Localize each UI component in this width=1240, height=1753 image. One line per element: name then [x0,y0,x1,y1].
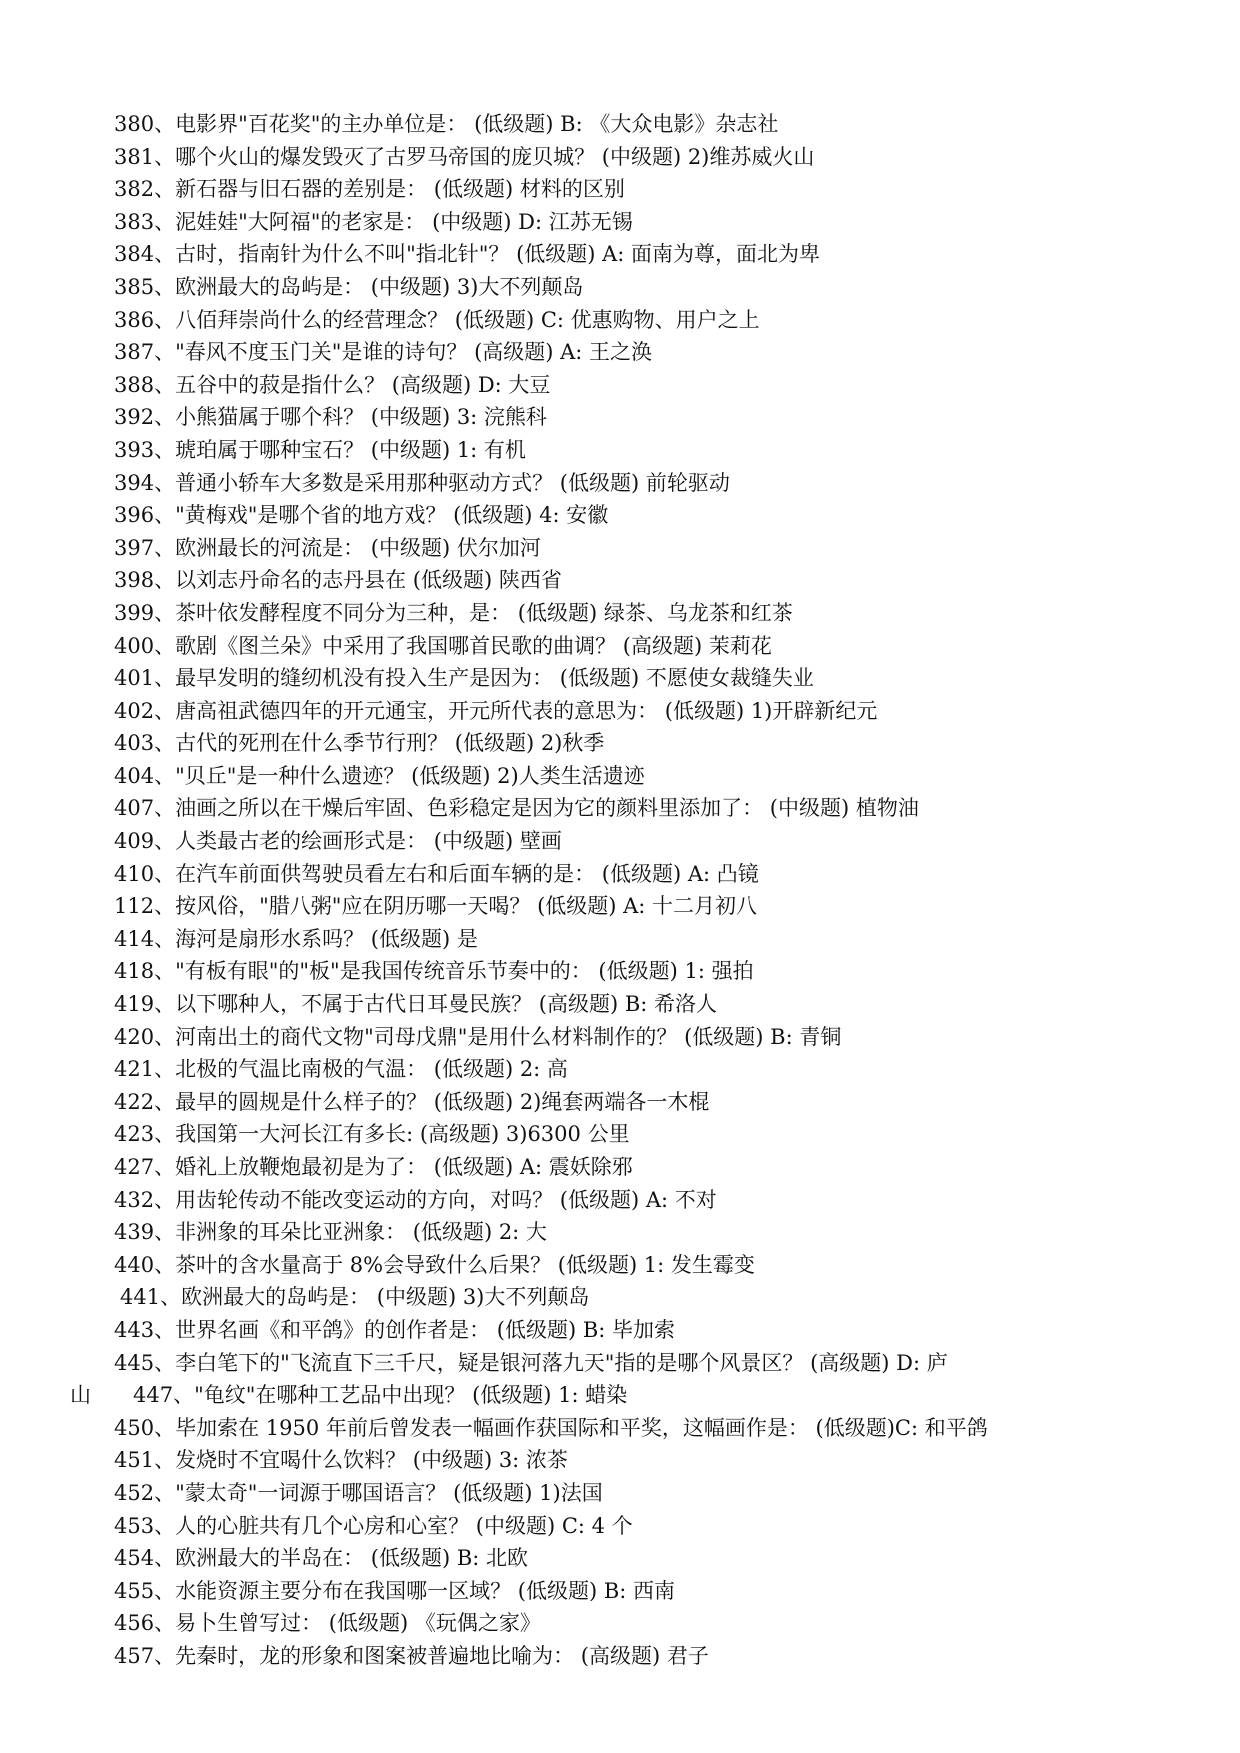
quiz-line: 400、歌剧《图兰朵》中采用了我国哪首民歌的曲调？ (高级题) 茉莉花 [114,633,772,658]
quiz-line: 397、欧洲最长的河流是： (中级题) 伏尔加河 [114,535,541,560]
quiz-line: 432、用齿轮传动不能改变运动的方向，对吗？ (低级题) A: 不对 [114,1187,717,1212]
quiz-line: 402、唐高祖武德四年的开元通宝，开元所代表的意思为： (低级题) 1)开辟新纪元 [114,698,878,723]
quiz-answer-list [70,108,1170,1673]
quiz-line: 422、最早的圆规是什么样子的？ (低级题) 2)绳套两端各一木棍 [114,1089,710,1114]
quiz-line: 443、世界名画《和平鸽》的创作者是： (低级题) B: 毕加索 [114,1317,675,1342]
quiz-line: 392、小熊猫属于哪个科？ (中级题) 3: 浣熊科 [114,405,547,430]
quiz-line: 383、泥娃娃"大阿福"的老家是： (中级题) D: 江苏无锡 [114,209,633,234]
quiz-line: 418、"有板有眼"的"板"是我国传统音乐节奏中的： (低级题) 1: 强拍 [114,959,754,984]
quiz-line: 427、婚礼上放鞭炮最初是为了： (低级题) A: 震妖除邪 [114,1155,633,1179]
quiz-line: 451、发烧时不宜喝什么饮料？ (中级题) 3: 浓茶 [114,1448,568,1473]
quiz-line: 421、北极的气温比南极的气温： (低级题) 2: 高 [114,1057,568,1082]
quiz-line: 409、人类最古老的绘画形式是： (中级题) 壁画 [114,829,562,854]
quiz-line: 387、"春风不度玉门关"是谁的诗句？ (高级题) A: 王之涣 [114,340,653,365]
quiz-line: 384、古时，指南针为什么不叫"指北针"？ (低级题) A: 面南为尊，面北为卑 [114,242,821,267]
quiz-line: 393、琥珀属于哪种宝石？ (中级题) 1: 有机 [114,437,526,462]
quiz-line: 452、"蒙太奇"一词源于哪国语言？ (低级题) 1)法国 [114,1480,603,1505]
quiz-line: 401、最早发明的缝纫机没有投入生产是因为： (低级题) 不愿使女裁缝失业 [114,666,814,691]
quiz-line: 419、以下哪种人，不属于古代日耳曼民族？ (高级题) B: 希洛人 [114,992,717,1017]
quiz-line: 450、毕加索在 1950 年前后曾发表一幅画作获国际和平奖，这幅画作是： (低级题)C: 和平鸽 [114,1415,988,1440]
quiz-line: 398、以刘志丹命名的志丹县在 (低级题) 陕西省 [114,568,562,593]
quiz-line: 396、"黄梅戏"是哪个省的地方戏？ (低级题) 4: 安徽 [114,503,609,528]
quiz-line: 440、茶叶的含水量高于 8%会导致什么后果？ (低级题) 1: 发生霉变 [114,1252,755,1277]
quiz-line: 394、普通小轿车大多数是采用那种驱动方式？ (低级题) 前轮驱动 [114,470,730,495]
quiz-line: 454、欧洲最大的半岛在： (低级题) B: 北欧 [114,1546,529,1571]
quiz-line: 386、八佰拜崇尚什么的经营理念？ (低级题) C: 优惠购物、用户之上 [114,307,760,332]
quiz-line: 439、非洲象的耳朵比亚洲象： (低级题) 2: 大 [114,1220,547,1245]
quiz-line: 385、欧洲最大的岛屿是： (中级题) 3)大不列颠岛 [114,274,584,299]
quiz-line: 404、"贝丘"是一种什么遗迹？ (低级题) 2)人类生活遗迹 [114,763,645,788]
quiz-line: 山 447、"龟纹"在哪种工艺品中出现？ (低级题) 1: 蜡染 [70,1383,628,1408]
quiz-line: 420、河南出土的商代文物"司母戊鼎"是用什么材料制作的？ (低级题) B: 青铜 [114,1024,842,1049]
quiz-line: 388、五谷中的菽是指什么？ (高级题) D: 大豆 [114,372,551,397]
quiz-line: 414、海河是扇形水系吗？ (低级题) 是 [114,926,478,951]
quiz-line: 457、先秦时，龙的形象和图案被普遍地比喻为： (高级题) 君子 [114,1643,709,1668]
quiz-line: 399、茶叶依发酵程度不同分为三种，是： (低级题) 绿茶、乌龙茶和红茶 [114,600,793,625]
quiz-line: 453、人的心脏共有几个心房和心室？ (中级题) C: 4 个 [114,1513,633,1538]
quiz-line: 445、李白笔下的"飞流直下三千尺，疑是银河落九天"指的是哪个风景区？ (高级题) D: 庐 [114,1350,948,1375]
quiz-line: 456、易卜生曾写过： (低级题) 《玩偶之家》 [114,1611,541,1636]
quiz-line: 423、我国第一大河长江有多长: (高级题) 3)6300 公里 [114,1122,630,1147]
quiz-line: 407、油画之所以在干燥后牢固、色彩稳定是因为它的颜料里添加了： (中级题) 植物油 [114,796,919,821]
quiz-line: 382、新石器与旧石器的差别是： (低级题) 材料的区别 [114,177,625,202]
quiz-line: 380、电影界"百花奖"的主办单位是： (低级题) B: 《大众电影》杂志社 [114,112,779,136]
quiz-line: 455、水能资源主要分布在我国哪一区域？ (低级题) B: 西南 [114,1578,675,1603]
quiz-line: 403、古代的死刑在什么季节行刑？ (低级题) 2)秋季 [114,731,605,756]
quiz-line: 410、在汽车前面供驾驶员看左右和后面车辆的是： (低级题) A: 凸镜 [114,861,759,886]
quiz-line: 112、按风俗，"腊八粥"应在阴历哪一天喝？ (低级题) A: 十二月初八 [114,894,758,919]
quiz-line: 381、哪个火山的爆发毁灭了古罗马帝国的庞贝城？ (中级题) 2)维苏威火山 [114,144,815,169]
quiz-line: 441、欧洲最大的岛屿是： (中级题) 3)大不列颠岛 [120,1285,590,1310]
